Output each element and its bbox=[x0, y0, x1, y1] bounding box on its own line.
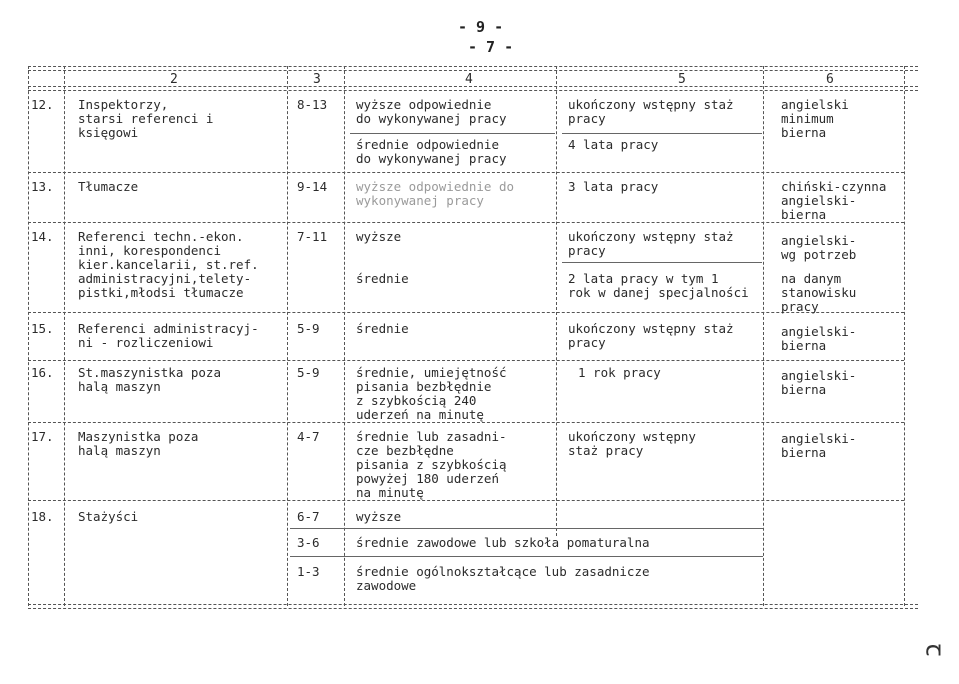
cell-rule bbox=[562, 262, 762, 263]
corner-mark: ꞇ bbox=[919, 643, 950, 657]
experience-line: 2 lata pracy w tym 1 bbox=[568, 271, 719, 286]
column-rule bbox=[904, 66, 905, 606]
position-line: Tłumacze bbox=[78, 179, 139, 194]
language-line: na danym bbox=[781, 271, 842, 286]
page-number-sub: - 7 - bbox=[468, 38, 514, 56]
education-line: średnie ogólnokształcące lub zasadnicze bbox=[356, 564, 650, 579]
education-line: wyższe bbox=[356, 229, 402, 244]
language-line: stanowisku bbox=[781, 285, 857, 300]
language-line: bierna bbox=[781, 445, 827, 460]
column-rule bbox=[556, 66, 557, 536]
language-line: angielski- bbox=[781, 368, 857, 383]
position-line: Stażyści bbox=[78, 509, 139, 524]
experience-line: ukończony wstępny bbox=[568, 429, 696, 444]
column-rule bbox=[64, 66, 65, 606]
position-line: księgowi bbox=[78, 125, 139, 140]
experience-line: 1 rok pracy bbox=[578, 365, 661, 380]
column-rule bbox=[763, 66, 764, 606]
language-line: angielski bbox=[781, 97, 849, 112]
education-line: do wykonywanej pracy bbox=[356, 151, 507, 166]
education-line: średnie, umiejętność bbox=[356, 365, 507, 380]
position-line: halą maszyn bbox=[78, 443, 161, 458]
position-line: Maszynistka poza bbox=[78, 429, 199, 444]
education-line: pisania bezbłędnie bbox=[356, 379, 492, 394]
education-line: wyższe odpowiednie do bbox=[356, 179, 515, 194]
education-line: zawodowe bbox=[356, 578, 417, 593]
salary-range: 4-7 bbox=[297, 429, 320, 444]
salary-range: 3-6 bbox=[297, 535, 320, 550]
column-rule bbox=[287, 66, 288, 606]
education-line: na minutę bbox=[356, 485, 424, 500]
education-line: wykonywanej pracy bbox=[356, 193, 484, 208]
column-header: 3 bbox=[313, 72, 321, 87]
row-number: 12. bbox=[31, 97, 54, 112]
header-rule bbox=[28, 86, 918, 87]
salary-range: 5-9 bbox=[297, 321, 320, 336]
column-rule bbox=[28, 66, 29, 606]
education-line: wyższe bbox=[356, 509, 402, 524]
table-bottom-rule bbox=[28, 604, 918, 605]
language-line: angielski- bbox=[781, 233, 857, 248]
position-line: Referenci techn.-ekon. bbox=[78, 229, 244, 244]
language-line: bierna bbox=[781, 382, 827, 397]
experience-line: 4 lata pracy bbox=[568, 137, 659, 152]
experience-line: 3 lata pracy bbox=[568, 179, 659, 194]
education-line: średnie bbox=[356, 271, 409, 286]
experience-line: ukończony wstępny staż bbox=[568, 97, 734, 112]
language-line: angielski- bbox=[781, 431, 857, 446]
row-rule bbox=[28, 312, 904, 313]
position-line: administracyjni,telety- bbox=[78, 271, 252, 286]
table-bottom-rule bbox=[28, 608, 918, 609]
row-number: 14. bbox=[31, 229, 54, 244]
experience-line: pracy bbox=[568, 243, 606, 258]
position-line: halą maszyn bbox=[78, 379, 161, 394]
education-line: cze bezbłędne bbox=[356, 443, 454, 458]
position-line: kier.kancelarii, st.ref. bbox=[78, 257, 259, 272]
education-line: z szybkością 240 bbox=[356, 393, 477, 408]
language-line: pracy bbox=[781, 299, 819, 314]
row-rule bbox=[28, 172, 904, 173]
row-rule bbox=[28, 500, 904, 501]
row-rule bbox=[28, 422, 904, 423]
salary-range: 7-11 bbox=[297, 229, 328, 244]
position-line: Inspektorzy, bbox=[78, 97, 169, 112]
table-top-rule bbox=[28, 66, 918, 67]
language-line: angielski- bbox=[781, 324, 857, 339]
row-number: 18. bbox=[31, 509, 54, 524]
salary-range: 1-3 bbox=[297, 564, 320, 579]
position-line: St.maszynistka poza bbox=[78, 365, 221, 380]
position-line: pistki,młodsi tłumacze bbox=[78, 285, 244, 300]
education-line: średnie odpowiednie bbox=[356, 137, 499, 152]
column-header: 4 bbox=[465, 72, 473, 87]
education-line: średnie zawodowe lub szkoła pomaturalna bbox=[356, 535, 650, 550]
column-rule bbox=[344, 66, 345, 606]
row-rule bbox=[28, 222, 904, 223]
column-header: 6 bbox=[826, 72, 834, 87]
language-line: minimum bbox=[781, 111, 834, 126]
row-number: 15. bbox=[31, 321, 54, 336]
table-top-rule bbox=[28, 70, 918, 71]
cell-rule bbox=[290, 556, 763, 557]
education-line: do wykonywanej pracy bbox=[356, 111, 507, 126]
page-number: - 9 - bbox=[458, 18, 504, 36]
education-line: uderzeń na minutę bbox=[356, 407, 484, 422]
salary-range: 8-13 bbox=[297, 97, 328, 112]
position-line: starsi referenci i bbox=[78, 111, 214, 126]
language-line: bierna bbox=[781, 125, 827, 140]
education-line: średnie lub zasadni- bbox=[356, 429, 507, 444]
row-number: 17. bbox=[31, 429, 54, 444]
salary-range: 6-7 bbox=[297, 509, 320, 524]
language-line: angielski- bbox=[781, 193, 857, 208]
experience-line: staż pracy bbox=[568, 443, 644, 458]
education-line: średnie bbox=[356, 321, 409, 336]
experience-line: ukończony wstępny staż bbox=[568, 229, 734, 244]
language-line: bierna bbox=[781, 338, 827, 353]
salary-range: 5-9 bbox=[297, 365, 320, 380]
position-line: Referenci administracyj- bbox=[78, 321, 259, 336]
education-line: powyżej 180 uderzeń bbox=[356, 471, 499, 486]
education-line: pisania z szybkością bbox=[356, 457, 507, 472]
language-line: wg potrzeb bbox=[781, 247, 857, 262]
language-line: chiński-czynna bbox=[781, 179, 887, 194]
row-number: 13. bbox=[31, 179, 54, 194]
cell-rule bbox=[290, 528, 763, 529]
position-line: ni - rozliczeniowi bbox=[78, 335, 214, 350]
salary-range: 9-14 bbox=[297, 179, 328, 194]
row-number: 16. bbox=[31, 365, 54, 380]
header-rule bbox=[28, 90, 918, 91]
experience-line: ukończony wstępny staż bbox=[568, 321, 734, 336]
column-header: 5 bbox=[678, 72, 686, 87]
row-rule bbox=[28, 360, 904, 361]
language-line: bierna bbox=[781, 207, 827, 222]
education-line: wyższe odpowiednie bbox=[356, 97, 492, 112]
column-header: 2 bbox=[170, 72, 178, 87]
experience-line: rok w danej specjalności bbox=[568, 285, 749, 300]
cell-rule bbox=[350, 133, 555, 134]
cell-rule bbox=[562, 133, 762, 134]
experience-line: pracy bbox=[568, 111, 606, 126]
position-line: inni, korespondenci bbox=[78, 243, 221, 258]
experience-line: pracy bbox=[568, 335, 606, 350]
